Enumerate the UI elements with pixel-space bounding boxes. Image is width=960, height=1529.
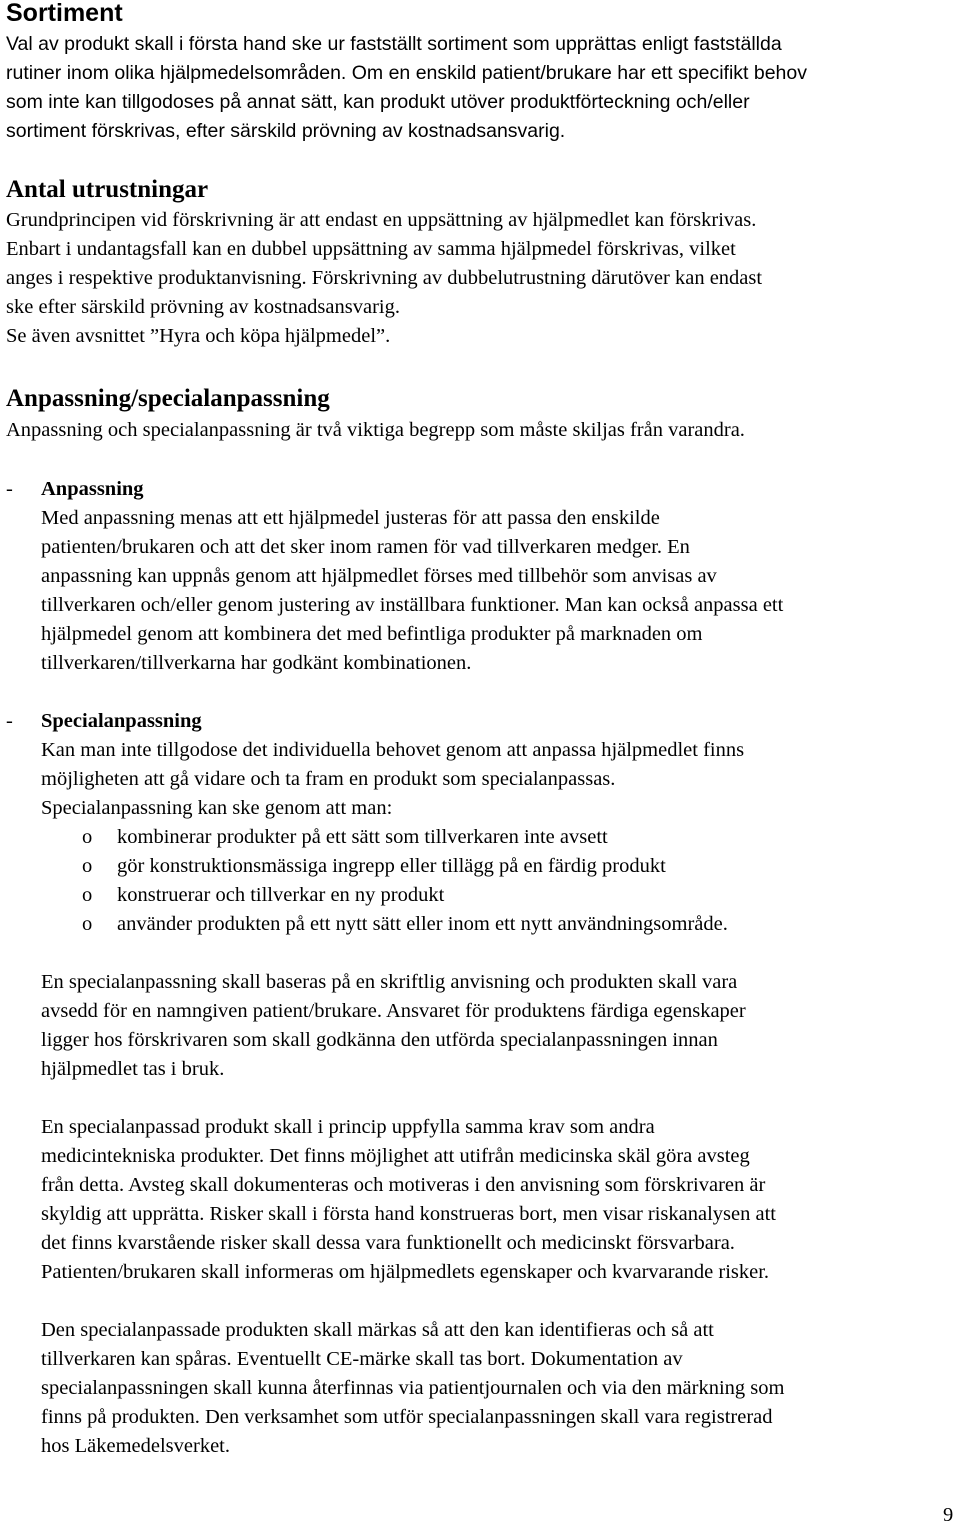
text-line: som inte kan tillgodoses på annat sätt, kan produkt utöver produktförteckning och/eller [6, 91, 750, 113]
text-line: Anpassning och specialanpassning är två viktiga begrepp som måste skiljas från varandra. [6, 419, 745, 441]
text-line: från detta. Avsteg skall dokumenteras och motiveras i den anvisning som förskrivaren är [41, 1174, 766, 1196]
sortiment-paragraph [6, 30, 807, 146]
antal-paragraph [6, 206, 762, 351]
specialanpassning-intro [41, 736, 744, 823]
text-line: Specialanpassning kan ske genom att man: [41, 797, 393, 819]
bullet-marker: o [82, 826, 93, 848]
heading-anpassning: Anpassning [41, 478, 144, 500]
text-line: En specialanpassad produkt skall i princip uppfylla samma krav som andra [41, 1116, 655, 1138]
heading-sortiment: Sortiment [6, 0, 123, 27]
list-item: konstruerar och tillverkar en ny produkt [117, 884, 445, 906]
text-line: Se även avsnittet ”Hyra och köpa hjälpmedel”. [6, 325, 391, 347]
text-line: det finns kvarstående risker skall dessa vara funktionellt och medicinskt försvarbara. [41, 1232, 735, 1254]
text-line: hjälpmedel genom att kombinera det med befintliga produkter på marknaden om [41, 623, 703, 645]
text-line: Enbart i undantagsfall kan en dubbel uppsättning av samma hjälpmedel förskrivas, vilket [6, 238, 736, 260]
text-line: Den specialanpassade produkten skall märkas så att den kan identifieras och så att [41, 1319, 714, 1341]
heading-specialanpassning: Specialanpassning [41, 710, 202, 732]
bullet-marker: o [82, 884, 93, 906]
text-line: ligger hos förskrivaren som skall godkänna den utförda specialanpassningen innan [41, 1029, 718, 1051]
text-line: Grundprincipen vid förskrivning är att endast en uppsättning av hjälpmedlet kan förskrivas. [6, 209, 757, 231]
text-line: avsedd för en namngiven patient/brukare. Ansvaret för produktens färdiga egenskaper [41, 1000, 746, 1022]
bullet-marker: o [82, 913, 93, 935]
text-line: Patienten/brukaren skall informeras om hjälpmedlets egenskaper och kvarvarande risker. [41, 1261, 770, 1283]
text-line: hjälpmedlet tas i bruk. [41, 1058, 225, 1080]
anpassning-paragraph [41, 504, 783, 678]
heading-anpassning-specialanpassning: Anpassning/specialanpassning [6, 385, 330, 412]
text-line: sortiment förskrivas, efter särskild prövning av kostnadsansvarig. [6, 120, 566, 142]
text-line: Val av produkt skall i första hand ske ur fastställt sortiment som upprättas enligt fastställda [6, 33, 782, 55]
text-line: patienten/brukaren och att det sker inom ramen för vad tillverkaren medger. En [41, 536, 690, 558]
bullet-marker: o [82, 855, 93, 877]
list-item: gör konstruktionsmässiga ingrepp eller tillägg på en färdig produkt [117, 855, 666, 877]
text-line: tillverkaren kan spåras. Eventuellt CE-märke skall tas bort. Dokumentation av [41, 1348, 683, 1370]
dash-marker: - [6, 710, 13, 732]
text-line: möjligheten att gå vidare och ta fram en produkt som specialanpassas. [41, 768, 616, 790]
page-number: 9 [943, 1504, 954, 1526]
anpassning-intro [6, 416, 745, 445]
text-line: anpassning kan uppnås genom att hjälpmedlet förses med tillbehör som anvisas av [41, 565, 717, 587]
heading-antal-utrustningar: Antal utrustningar [6, 176, 209, 203]
text-line: hos Läkemedelsverket. [41, 1435, 230, 1457]
text-line: Kan man inte tillgodose det individuella behovet genom att anpassa hjälpmedlet finns [41, 739, 745, 761]
list-item: kombinerar produkter på ett sätt som tillverkaren inte avsett [117, 826, 608, 848]
specialanpassning-paragraph-2 [41, 1113, 776, 1287]
text-line: skyldig att upprätta. Risker skall i första hand konstrueras bort, men visar riskanalysen att [41, 1203, 776, 1225]
dash-marker: - [6, 478, 13, 500]
text-line: Med anpassning menas att ett hjälpmedel justeras för att passa den enskilde [41, 507, 660, 529]
list-item: använder produkten på ett nytt sätt eller inom ett nytt användningsområde. [117, 913, 728, 935]
text-line: finns på produkten. Den verksamhet som utför specialanpassningen skall vara registrerad [41, 1406, 773, 1428]
text-line: ske efter särskild prövning av kostnadsansvarig. [6, 296, 400, 318]
text-line: tillverkaren och/eller genom justering av inställbara funktioner. Man kan också anpassa ett [41, 594, 784, 616]
text-line: anges i respektive produktanvisning. Förskrivning av dubbelutrustning därutöver kan endast [6, 267, 763, 289]
text-line: rutiner inom olika hjälpmedelsområden. Om en enskild patient/brukare har ett specifikt behov [6, 62, 807, 84]
text-line: specialanpassningen skall kunna återfinnas via patientjournalen och via den märkning som [41, 1377, 785, 1399]
text-line: En specialanpassning skall baseras på en skriftlig anvisning och produkten skall vara [41, 971, 738, 993]
specialanpassning-paragraph-3 [41, 1316, 784, 1461]
text-line: tillverkaren/tillverkarna har godkänt kombinationen. [41, 652, 472, 674]
specialanpassning-paragraph-1 [41, 968, 746, 1084]
text-line: medicintekniska produkter. Det finns möjlighet att utifrån medicinska skäl göra avsteg [41, 1145, 750, 1167]
